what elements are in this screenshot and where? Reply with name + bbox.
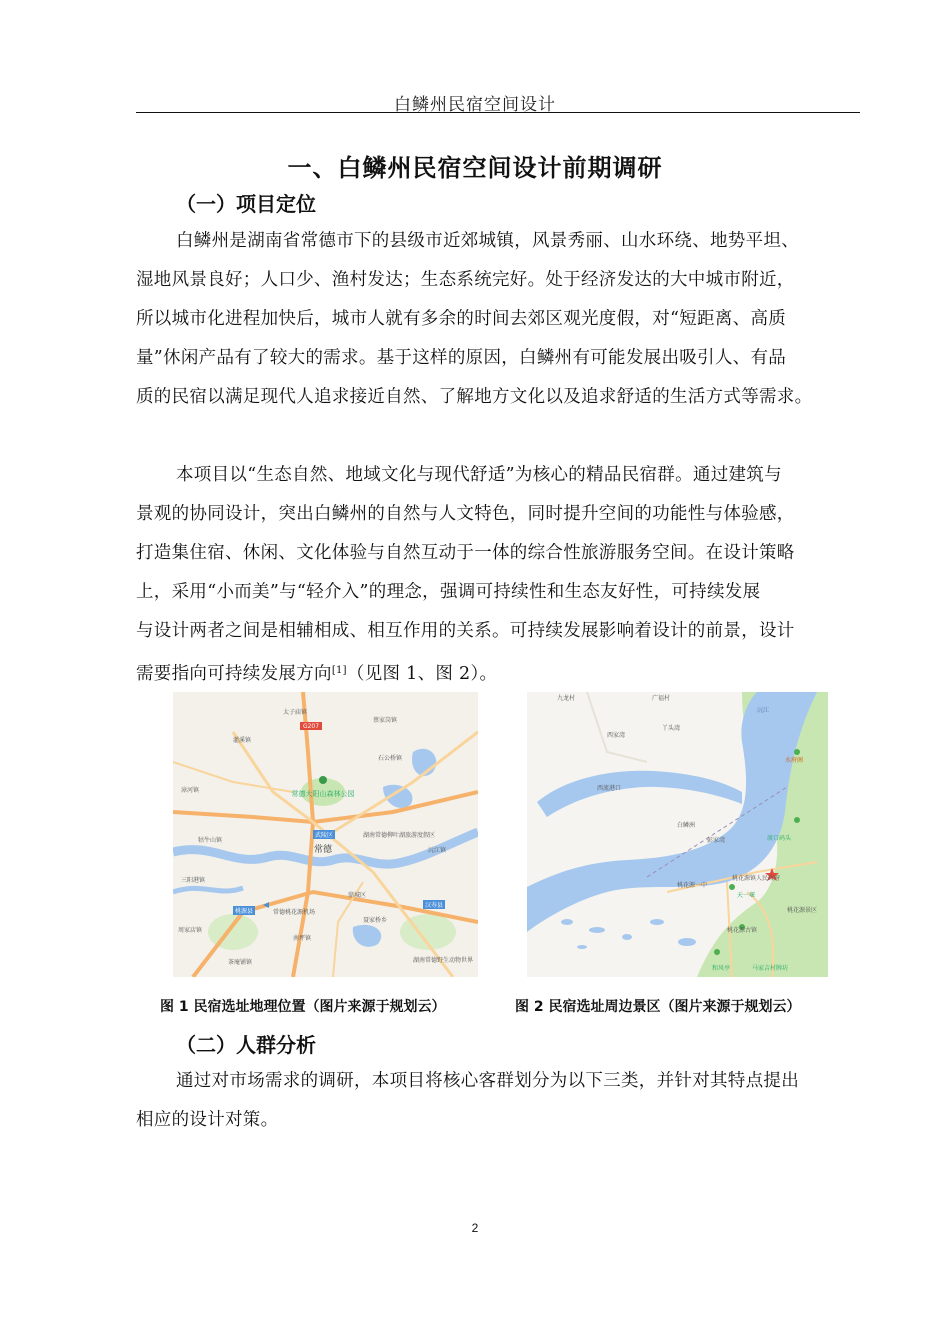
map-label: 武陵区 <box>314 832 334 839</box>
map-label: 牯牛山镇 <box>198 837 223 844</box>
map-label: 桃花源镇人民政府 <box>732 875 781 882</box>
map-label: 太子庙镇 <box>283 709 308 716</box>
text-line: 白鳞州是湖南省常德市下的县级市近郊城镇，风景秀丽、山水环绕、地势平坦、 <box>176 231 799 251</box>
figure-1-caption: 图 1 民宿选址地理位置（图片来源于规划云） <box>160 999 446 1015</box>
text-line: 通过对市场需求的调研，本项目将核心客群划分为以下三类，并针对其特点提出 <box>176 1071 799 1091</box>
poi-marker-icon <box>714 949 720 955</box>
map-label: 石公桥镇 <box>378 755 403 762</box>
map-label: 沅江镇 <box>428 847 447 854</box>
map-label: 汉寿县 <box>424 902 444 909</box>
text-line: 相应的设计对策。 <box>136 1110 279 1130</box>
map-label: 常德桃花源机场 <box>273 909 316 916</box>
map-label: 灌溪镇 <box>233 737 252 744</box>
poi-marker-icon <box>794 817 800 823</box>
map-label: 桃花源古镇 <box>727 927 758 934</box>
map-label: 西家湾 <box>607 732 626 739</box>
page-number: 2 <box>471 1221 479 1235</box>
poi-marker-icon <box>794 749 800 755</box>
text-line: 本项目以“生态自然、地域文化与现代舒适”为核心的精品民宿群。通过建筑与 <box>176 465 782 485</box>
map-label: 常德大阳山森林公园 <box>291 790 355 798</box>
map-label: 桃花源一中 <box>677 882 708 889</box>
text-line <box>136 651 860 694</box>
map-label: 和风亭 <box>712 965 731 972</box>
text-line: 打造集住宿、休闲、文化体验与自然互动于一体的综合性旅游服务空间。在设计策略 <box>136 543 795 563</box>
map-label: 蔡家岗镇 <box>373 717 398 724</box>
paragraph-concept <box>136 456 860 694</box>
paragraph-audience <box>136 1062 860 1140</box>
map-label: 西流港口 <box>597 785 622 792</box>
map-label: G207 <box>302 723 320 730</box>
text-line: 与设计两者之间是相辅相成、相互作用的关系。可持续发展影响着设计的前景，设计 <box>136 621 795 641</box>
map-label: 漳河镇 <box>181 787 200 794</box>
map-label: 沅江 <box>757 707 770 714</box>
map-label: 茶庵铺镇 <box>228 959 253 966</box>
map-label: 鼎城区 <box>348 892 367 899</box>
local-map-image <box>527 692 828 977</box>
map-label: 南坪镇 <box>293 935 312 942</box>
tree-icon <box>319 776 327 784</box>
text-line: 质的民宿以满足现代人追求接近自然、了解地方文化以及追求舒适的生活方式等需求。 <box>136 387 813 407</box>
text-segment: 需要指向可持续发展方向 <box>136 664 332 684</box>
map-label: 天一堰 <box>737 892 756 899</box>
subsection-title-audience: （二）人群分析 <box>176 1033 316 1057</box>
region-map-image <box>173 692 478 977</box>
text-line: 景观的协同设计，突出白鳞州的自然与人文特色，同时提升空间的功能性与体验感， <box>136 504 795 524</box>
citation-link[interactable]: [1] <box>331 665 347 676</box>
map-label: 周家店镇 <box>178 927 203 934</box>
poi-marker-icon <box>729 884 735 890</box>
text-line: 湿地风景良好；人口少、渔村发达；生态系统完好。处于经济发达的大中城市附近， <box>136 270 795 290</box>
text-segment: （见图 1、图 2）。 <box>346 664 498 684</box>
map-label: 桃源县 <box>234 908 254 915</box>
header-rule <box>136 112 860 113</box>
text-line: 所以城市化进程加快后，城市人就有多余的时间去郊区观光度假，对“短距离、高质 <box>136 309 787 329</box>
running-header: 白鳞州民宿空间设计 <box>394 95 556 115</box>
map-label: 桃花源景区 <box>787 907 818 914</box>
map-label: 水府阁 <box>785 757 804 764</box>
map-label: 马家吉村牌坊 <box>752 965 789 972</box>
map-label: 彭家湾 <box>707 837 726 844</box>
map-label: 三阳港镇 <box>181 877 206 884</box>
figure-2-caption: 图 2 民宿选址周边景区（图片来源于规划云） <box>515 999 801 1015</box>
figure-1-map <box>173 692 478 977</box>
figure-2-map <box>527 692 828 977</box>
map-label: 聂家桥乡 <box>363 917 388 924</box>
map-label: 湖南常德柳叶湖旅游度假区 <box>363 832 436 839</box>
map-label: 丫头湾 <box>662 725 681 732</box>
map-label: 广福村 <box>652 695 671 702</box>
text-line: 量”休闲产品有了较大的需求。基于这样的原因，白鳞州有可能发展出吸引人、有品 <box>136 348 787 368</box>
map-label: 九龙村 <box>557 695 576 702</box>
map-label: 白鳞洲 <box>677 822 696 829</box>
map-label: 渡口码头 <box>767 835 792 842</box>
subsection-title-positioning: （一）项目定位 <box>176 192 316 216</box>
text-line: 上，采用“小而美”与“轻介入”的理念，强调可持续性和生态友好性，可持续发展 <box>136 582 761 602</box>
section-title: 一、白鳞州民宿空间设计前期调研 <box>287 154 663 182</box>
map-label: 湖南常德野生动物世界 <box>413 957 474 964</box>
map-label: 常德 <box>313 845 333 855</box>
paragraph-positioning <box>136 222 860 417</box>
